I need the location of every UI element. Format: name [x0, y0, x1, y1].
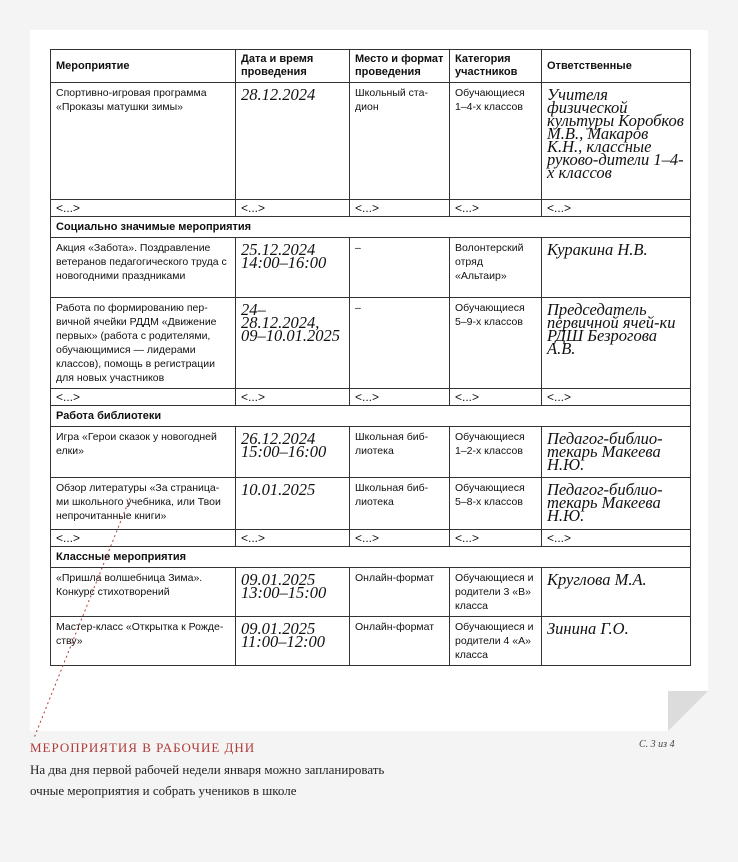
- place-cell: –: [350, 238, 450, 298]
- category-cell: Обучающиеся 5–9-х классов: [450, 298, 542, 389]
- event-cell: Обзор литературы «За страница-ми школьного учебника, или Твои непрочитанные книги»: [51, 478, 236, 530]
- place-cell: Онлайн-формат: [350, 568, 450, 617]
- ellipsis-cell: <...>: [450, 200, 542, 217]
- category-cell: Обучающиеся и родители 3 «В» класса: [450, 568, 542, 617]
- date-cell: 10.01.2025: [236, 478, 350, 530]
- date-cell: 09.01.2025 13:00–15:00: [236, 568, 350, 617]
- ellipsis-cell: <...>: [51, 200, 236, 217]
- annotation-title: МЕРОПРИЯТИЯ В РАБОЧИЕ ДНИ: [30, 740, 256, 755]
- event-cell: Акция «Забота». Поздравление ветеранов педагогического труда с новогодними праздниками: [51, 238, 236, 298]
- ellipsis-cell: <...>: [450, 389, 542, 406]
- event-cell: Мастер-класс «Открытка к Рожде-ству»: [51, 617, 236, 666]
- ellipsis-cell: <...>: [236, 530, 350, 547]
- place-cell: Школьный ста-дион: [350, 83, 450, 200]
- header-responsible: Ответственные: [542, 50, 691, 83]
- ellipsis-cell: <...>: [236, 200, 350, 217]
- category-cell: Обучающиеся 5–8-х классов: [450, 478, 542, 530]
- event-cell: «Пришла волшебница Зима». Конкурс стихотворений: [51, 568, 236, 617]
- ellipsis-cell: <...>: [542, 200, 691, 217]
- responsible-cell: Куракина Н.В.: [542, 238, 691, 298]
- date-cell: 25.12.2024 14:00–16:00: [236, 238, 350, 298]
- responsible-cell: Педагог-библио-текарь Макеева Н.Ю.: [542, 478, 691, 530]
- responsible-cell: Круглова М.А.: [542, 568, 691, 617]
- page-number: С. 3 из 4: [639, 739, 675, 750]
- category-cell: Обучающиеся 1–2-х классов: [450, 427, 542, 478]
- date-cell: 26.12.2024 15:00–16:00: [236, 427, 350, 478]
- event-cell: Спортивно-игровая программа «Проказы матушки зимы»: [51, 83, 236, 200]
- date-cell: 09.01.2025 11:00–12:00: [236, 617, 350, 666]
- responsible-cell: Учителя физической культуры Коробков М.В., Макаров К.Н., классные руково-дители 1–4-х классов: [542, 83, 691, 200]
- category-cell: Обучающиеся и родители 4 «А» класса: [450, 617, 542, 666]
- date-cell: 24–28.12.2024, 09–10.01.2025: [236, 298, 350, 389]
- ellipsis-cell: <...>: [350, 200, 450, 217]
- ellipsis-cell: <...>: [350, 530, 450, 547]
- ellipsis-cell: <...>: [236, 389, 350, 406]
- section-heading: Работа библиотеки: [51, 406, 691, 427]
- ellipsis-cell: <...>: [542, 530, 691, 547]
- ellipsis-cell: <...>: [51, 389, 236, 406]
- place-cell: Школьная биб-лиотека: [350, 478, 450, 530]
- annotation-text: На два дня первой рабочей недели января можно запланировать очные мероприятия и собрать учеников в школе: [30, 762, 385, 798]
- category-cell: Волонтерский отряд «Альтаир»: [450, 238, 542, 298]
- ellipsis-cell: <...>: [350, 389, 450, 406]
- header-event: Мероприятие: [51, 50, 236, 83]
- event-cell: Игра «Герои сказок у новогодней елки»: [51, 427, 236, 478]
- place-cell: Школьная биб-лиотека: [350, 427, 450, 478]
- category-cell: Обучающиеся 1–4-х классов: [450, 83, 542, 200]
- place-cell: –: [350, 298, 450, 389]
- responsible-cell: Председатель первичной ячей-ки РДШ Безрогова А.В.: [542, 298, 691, 389]
- ellipsis-cell: <...>: [542, 389, 691, 406]
- responsible-cell: Педагог-библио-текарь Макеева Н.Ю.: [542, 427, 691, 478]
- event-cell: Работа по формированию пер-вичной ячейки РДДМ «Движение первых» (работа с родителями, обучающимися — лидерами классов), помощь в регистрации для новых участников: [51, 298, 236, 389]
- ellipsis-cell: <...>: [450, 530, 542, 547]
- header-date: Дата и время проведения: [236, 50, 350, 83]
- header-category: Категория участников: [450, 50, 542, 83]
- place-cell: Онлайн-формат: [350, 617, 450, 666]
- responsible-cell: Зинина Г.О.: [542, 617, 691, 666]
- ellipsis-cell: <...>: [51, 530, 236, 547]
- header-place: Место и формат проведения: [350, 50, 450, 83]
- section-heading: Социально значимые мероприятия: [51, 217, 691, 238]
- date-cell: 28.12.2024: [236, 83, 350, 200]
- section-heading: Классные мероприятия: [51, 547, 691, 568]
